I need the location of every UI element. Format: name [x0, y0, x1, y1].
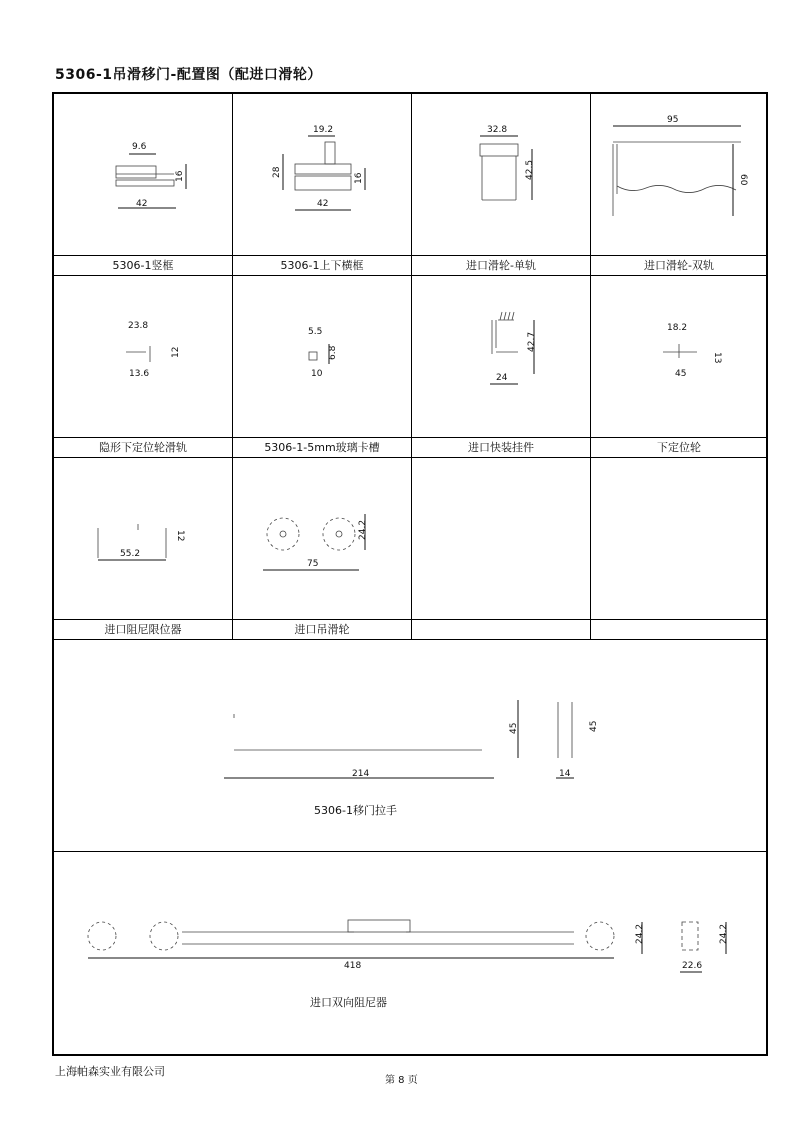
configuration-table	[52, 92, 768, 1056]
drawing-cell-quick-hanger	[412, 276, 591, 438]
dim-label: 45	[509, 722, 519, 734]
dim-label: 60	[738, 174, 748, 186]
dim-label: 9.6	[132, 142, 147, 152]
drawing-cell-glass-slot	[233, 276, 412, 438]
drawing-cell-lower-positioning-wheel	[591, 276, 768, 438]
top-bottom-frame-drawing	[233, 94, 412, 256]
damper-section	[54, 852, 766, 1054]
dim-label: 6.8	[328, 345, 338, 360]
lower-positioning-wheel-drawing	[591, 276, 768, 438]
damper-caption: 进口双向阻尼器	[310, 996, 387, 1009]
drawing-cell-single-track-roller	[412, 94, 591, 256]
drawing-cell-top-bottom-frame	[233, 94, 412, 256]
dim-label: 42.7	[527, 331, 537, 352]
dim-label: 16	[175, 170, 185, 182]
label-empty-1	[412, 620, 591, 640]
page-number: 第 8 页	[385, 1075, 418, 1086]
label-hanging-roller: 进口吊滑轮	[233, 620, 412, 640]
dim-label: 22.6	[682, 961, 703, 971]
dim-label: 13	[712, 352, 722, 364]
dim-label: 214	[352, 769, 370, 779]
vertical-frame-drawing	[54, 94, 233, 256]
dim-label: 95	[667, 115, 679, 125]
dim-label: 12	[175, 530, 185, 542]
label-lower-positioning-wheel: 下定位轮	[591, 438, 768, 458]
label-vertical-frame: 5306-1竖框	[54, 256, 233, 276]
drawing-cell-hidden-guide-rail	[54, 276, 233, 438]
drawing-cell-vertical-frame	[54, 94, 233, 256]
label-top-bottom-frame: 5306-1上下横框	[233, 256, 412, 276]
dim-label: 24.2	[358, 519, 368, 540]
dim-label: 10	[311, 369, 323, 379]
dim-label: 14	[559, 769, 571, 779]
dim-label: 418	[344, 961, 362, 971]
hidden-guide-rail-drawing	[54, 276, 233, 438]
label-hidden-guide-rail: 隐形下定位轮滑轨	[54, 438, 233, 458]
drawing-cell-double-track-roller	[591, 94, 768, 256]
page-title: 5306-1吊滑移门-配置图（配进口滑轮）	[55, 67, 322, 83]
label-single-track-roller: 进口滑轮-单轨	[412, 256, 591, 276]
drawing-cell-hanging-roller	[233, 458, 412, 620]
double-track-roller-drawing	[591, 94, 768, 256]
dim-label: 24	[496, 373, 508, 383]
label-empty-2	[591, 620, 768, 640]
dim-label: 42	[136, 199, 148, 209]
dim-label: 28	[272, 166, 282, 178]
dim-label: 42	[317, 199, 329, 209]
empty-cell-1	[412, 458, 591, 620]
dim-label: 23.8	[128, 321, 149, 331]
quick-hanger-drawing	[412, 276, 591, 438]
dim-label: 32.8	[487, 125, 508, 135]
dim-label: 55.2	[120, 549, 141, 559]
dim-label: 13.6	[129, 369, 150, 379]
dim-label: 24.2	[635, 923, 645, 944]
dim-label: 24.2	[719, 923, 729, 944]
dim-label: 42.5	[525, 159, 535, 180]
label-double-track-roller: 进口滑轮-双轨	[591, 256, 768, 276]
drawing-cell-damper-stopper	[54, 458, 233, 620]
company-name: 上海帕森实业有限公司	[55, 1065, 165, 1078]
handle-caption: 5306-1移门拉手	[314, 804, 397, 817]
label-quick-hanger: 进口快装挂件	[412, 438, 591, 458]
label-damper-stopper: 进口阻尼限位器	[54, 620, 233, 640]
glass-slot-drawing	[233, 276, 412, 438]
dim-label: 45	[675, 369, 687, 379]
dim-label: 16	[354, 172, 364, 184]
hanging-roller-drawing	[233, 458, 412, 620]
handle-drawing	[54, 640, 766, 852]
damper-stopper-drawing	[54, 458, 233, 620]
single-track-roller-drawing	[412, 94, 591, 256]
dim-label: 5.5	[308, 327, 323, 337]
handle-section	[54, 640, 766, 852]
dim-label: 45	[589, 720, 599, 732]
label-glass-slot: 5306-1-5mm玻璃卡槽	[233, 438, 412, 458]
damper-drawing	[54, 852, 766, 1054]
dim-label: 19.2	[313, 125, 334, 135]
dim-label: 18.2	[667, 323, 688, 333]
empty-cell-2	[591, 458, 768, 620]
dim-label: 75	[307, 559, 319, 569]
dim-label: 12	[171, 346, 181, 358]
